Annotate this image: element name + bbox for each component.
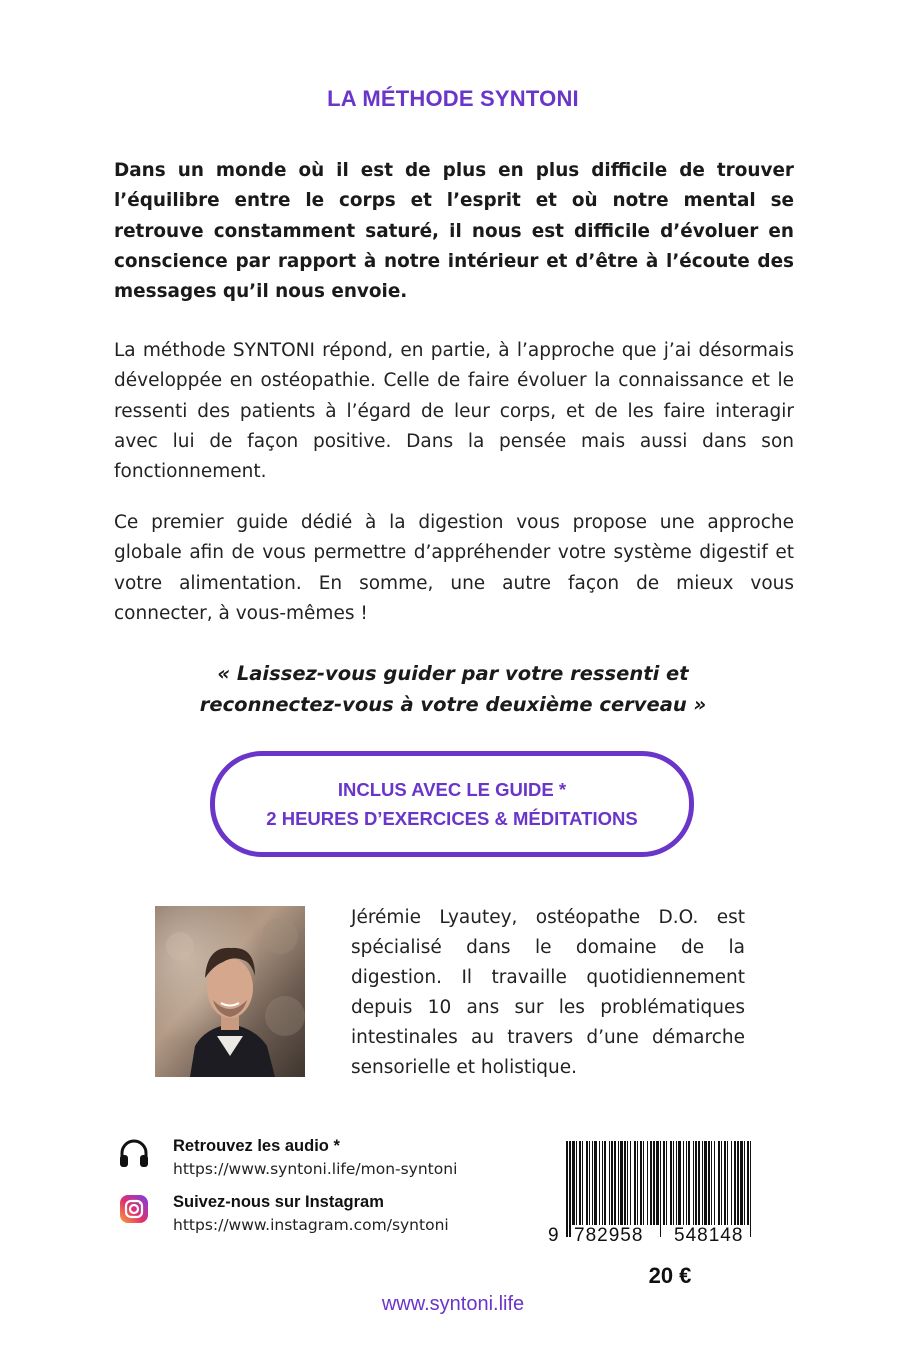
page-title: LA MÉTHODE SYNTONI (327, 86, 579, 111)
price: 20 € (648, 1263, 692, 1288)
quote-line-1: « Laissez-vous guider par votre ressenti et (217, 662, 689, 685)
instagram-label: Suivez-nous sur Instagram (173, 1193, 384, 1211)
intro-paragraph: Dans un monde où il est de plus en plus difficile de trouver l’équilibre entre le corps et l’esprit et où notre mental se retrouve constamment saturé, il nous est difficile d’évoluer en conscience par rapport à notre intérieur et d’être à l’écoute des messages qu’il nous envoie. (114, 160, 794, 303)
audio-contact (118, 1137, 498, 1185)
barcode-digits (540, 1225, 762, 1251)
author-photo (155, 906, 305, 1077)
barcode-digits-left: 782958 (574, 1225, 644, 1246)
guide-paragraph: Ce premier guide dédié à la digestion vous propose une approche globale afin de vous permettre d’appréhender votre système digestif et votre alimentation. En somme, une autre façon de mieux vous connecter, à vous-mêmes ! (114, 512, 794, 624)
headphones-icon (118, 1137, 150, 1169)
instagram-url[interactable]: https://www.instagram.com/syntoni (173, 1216, 449, 1234)
author-bio: Jérémie Lyautey, ostéopathe D.O. est spécialisé dans le domaine de la digestion. Il travaille quotidiennement depuis 10 ans sur les problématiques intestinales au travers d’une démarche sensorielle et holistique. (351, 907, 745, 1078)
quote (0, 658, 906, 720)
barcode-digit-first: 9 (548, 1225, 559, 1246)
quote-line-2: reconnectez-vous à votre deuxième cerveau » (199, 693, 707, 716)
audio-label: Retrouvez les audio * (173, 1137, 340, 1155)
method-paragraph: La méthode SYNTONI répond, en partie, à l’approche que j’ai désormais développée en ostéopathie. Celle de faire évoluer la connaissance et le ressenti des patients à l’égard de leur corps, et de les faire interagir avec lui de façon positive. Dans la pensée mais aussi dans son fonctionnement. (114, 340, 794, 483)
instagram-contact (118, 1193, 498, 1241)
website-link[interactable]: www.syntoni.life (381, 1293, 525, 1315)
instagram-icon (118, 1193, 150, 1225)
audio-url[interactable]: https://www.syntoni.life/mon-syntoni (173, 1160, 458, 1178)
isbn-barcode (540, 1133, 762, 1253)
banner-line-2: 2 HEURES D’EXERCICES & MÉDITATIONS (266, 808, 638, 829)
banner-line-1: INCLUS AVEC LE GUIDE * (337, 779, 567, 800)
included-banner (210, 751, 694, 857)
barcode-digits-right: 548148 (674, 1225, 744, 1246)
